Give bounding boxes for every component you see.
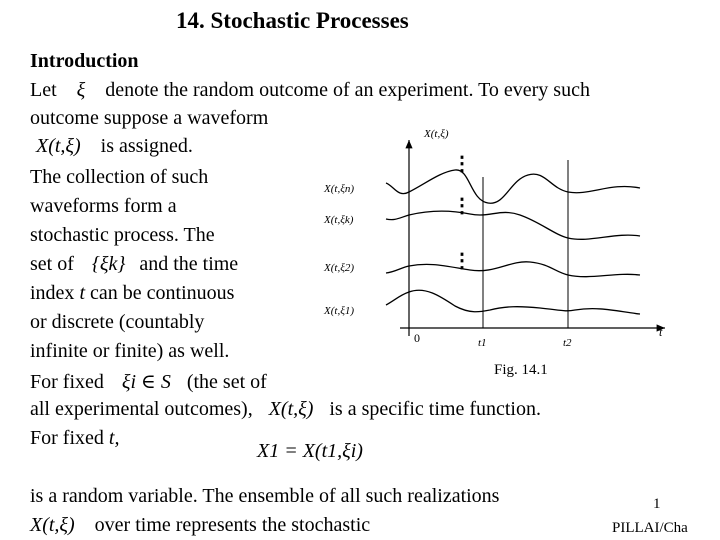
is-assigned: is assigned. (100, 135, 193, 157)
origin-label: 0 (414, 331, 420, 345)
curve-xi-k (386, 211, 640, 239)
curve-label-xi-n: X(t,ξn) (324, 183, 355, 195)
index-text: index (30, 282, 75, 304)
section-heading: Introduction (30, 50, 139, 72)
left-col-line-3: stochastic process. The (30, 224, 215, 246)
for-fixed-t-text: For fixed (30, 427, 104, 449)
figure-caption: Fig. 14.1 (494, 362, 548, 378)
curve-label-xi-k: X(t,ξk) (324, 214, 354, 226)
waveform-symbol: X(t,ξ) (36, 135, 81, 157)
continuous-text: can be continuous (90, 282, 235, 304)
random-variable-line: is a random variable. The ensemble of all such realizations (30, 485, 500, 507)
and-time-text: and the time (139, 253, 239, 275)
curve-xi-n (386, 170, 640, 203)
for-fixed-text: For fixed (30, 371, 104, 393)
intro-let: Let (30, 79, 57, 101)
y-axis-label: X(t,ξ) (424, 128, 449, 140)
curve-label-xi-1: X(t,ξ1) (324, 305, 355, 317)
xi-in-s: ξi ∈ S (121, 371, 171, 393)
all-outcomes-text: all experimental outcomes), (30, 398, 253, 420)
set-of-text-2: (the set of (186, 371, 267, 393)
all-outcomes-symbol: X(t,ξ) (268, 398, 314, 420)
page-number: 1 (653, 496, 661, 512)
t1-label: t1 (478, 337, 487, 349)
curve-xi-1 (386, 290, 640, 314)
fixed-t: t, (108, 427, 120, 449)
left-col-line-1: The collection of such (30, 166, 209, 188)
over-time-symbol: X(t,ξ) (30, 514, 75, 536)
xi-symbol: ξ (76, 79, 86, 101)
left-col-line-2: waveforms form a (30, 195, 177, 217)
x-axis-label: t (659, 325, 663, 339)
ellipsis-bottom: ⋮ (452, 250, 472, 272)
intro-line-2: outcome suppose a waveform (30, 107, 269, 129)
ellipsis-top: ⋮ (452, 153, 472, 175)
slide-title: 14. Stochastic Processes (176, 8, 409, 33)
left-col2-line-1: or discrete (countably (30, 311, 205, 333)
curve-xi-2 (386, 262, 640, 277)
left-col2-line-2: infinite or finite) as well. (30, 340, 230, 362)
set-symbol: {ξk} (91, 253, 126, 275)
footer-label: PILLAI/Cha (612, 520, 688, 536)
equation: X1 = X(t1,ξi) (257, 440, 363, 462)
t2-label: t2 (563, 337, 572, 349)
index-t: t (79, 282, 85, 304)
specific-function-text: is a specific time function. (329, 398, 541, 420)
curve-label-xi-2: X(t,ξ2) (324, 262, 355, 274)
ellipsis-middle: ⋮ (452, 195, 472, 217)
set-of-text: set of (30, 253, 74, 275)
intro-text-1: denote the random outcome of an experiment. To every such (105, 79, 590, 101)
over-time-text: over time represents the stochastic (94, 514, 371, 536)
